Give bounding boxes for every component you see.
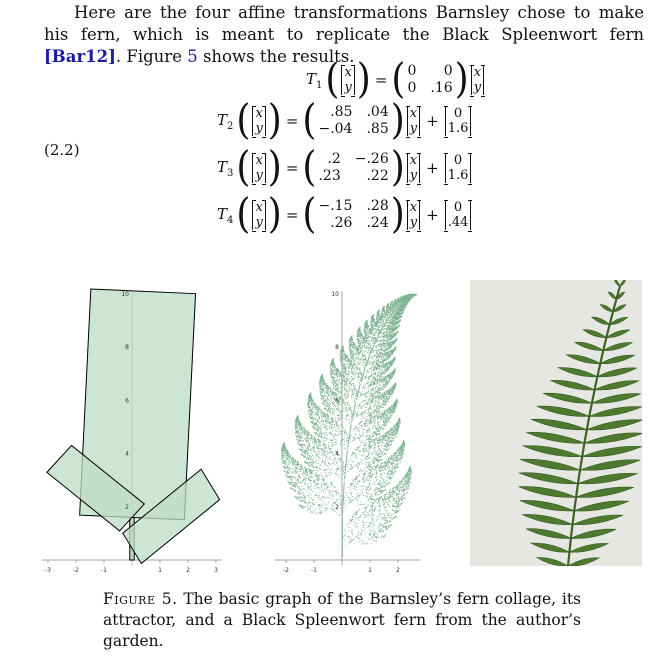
x-tick-label: 3 (214, 567, 218, 574)
y-tick-label: 6 (125, 397, 129, 405)
matrix: −.15 .28 .26 .24 (318, 198, 389, 231)
y-tick-label: 10 (331, 291, 339, 298)
transform-name: $T_3$ (217, 157, 234, 179)
x-tick-label: -2 (73, 567, 79, 574)
paren: ) (267, 96, 282, 144)
paren: ) (390, 143, 405, 191)
paren: ( (325, 55, 340, 103)
column-vector: x y (471, 65, 484, 95)
paren: ) (267, 190, 282, 238)
paren: ) (454, 55, 469, 103)
paren: ( (302, 143, 317, 191)
paren: ( (236, 190, 251, 238)
column-vector: 0 1.6 (445, 153, 472, 183)
x-tick-label: -1 (311, 567, 317, 574)
column-vector: x y (407, 200, 420, 230)
paren: ) (390, 96, 405, 144)
operator: = (285, 112, 299, 130)
transform-name: $T_1$ (306, 69, 323, 91)
column-vector: x y (252, 153, 265, 183)
paren: ) (356, 55, 371, 103)
y-tick-label: 10 (121, 291, 129, 298)
paren: ) (390, 190, 405, 238)
paragraph-text: Here are the four affine transformations Barnsley chose to make his fern, which is meant to replicate the Black Spleenwort fern (44, 3, 644, 44)
operator: + (426, 206, 439, 224)
y-tick-label: 8 (335, 344, 339, 352)
paren: ( (302, 96, 317, 144)
column-vector: 0 1.6 (445, 106, 472, 136)
fern-photo (470, 280, 642, 566)
x-tick-label: 2 (396, 567, 400, 574)
operator: = (285, 159, 299, 177)
figure-caption (103, 589, 581, 652)
column-vector: x y (252, 106, 265, 136)
y-tick-label: 6 (335, 397, 339, 405)
x-tick-label: 1 (368, 567, 372, 574)
x-tick-label: -3 (45, 567, 51, 574)
operator: + (426, 112, 439, 130)
y-tick-label: 4 (335, 450, 339, 458)
x-tick-label: 2 (186, 567, 190, 574)
paren: ( (236, 143, 251, 191)
collage-plot (32, 276, 232, 576)
transform-name: $T_2$ (217, 110, 234, 132)
operator: + (426, 159, 439, 177)
matrix: 0 0 0 .16 (407, 63, 453, 96)
transform-equation (217, 143, 473, 191)
transform-equation (306, 55, 486, 103)
paren: ) (267, 143, 282, 191)
equation-label: (2.2) (44, 141, 80, 159)
paren: ( (391, 55, 406, 103)
matrix: .2 −.26 .23 .22 (318, 151, 389, 184)
transform-name: $T_4$ (217, 204, 234, 226)
column-vector: x y (407, 153, 420, 183)
caption-text: The basic graph of the Barnsley’s fern collage, its attractor, and a Black Spleenwort fern from the author’s garden. (103, 590, 581, 650)
y-tick-label: 2 (125, 503, 129, 511)
column-vector: x y (341, 65, 354, 95)
y-tick-label: 2 (335, 503, 339, 511)
intro-paragraph (44, 2, 644, 68)
figure-reference-link[interactable]: 5 (187, 47, 198, 66)
y-tick-label: 8 (125, 344, 129, 352)
transform-equation (217, 190, 473, 238)
operator: = (374, 71, 388, 89)
column-vector: x y (252, 200, 265, 230)
attractor-plot (268, 276, 438, 576)
citation-link[interactable]: [Bar12] (44, 47, 116, 66)
operator: = (285, 206, 299, 224)
caption-label: Figure 5. (103, 590, 178, 608)
x-tick-label: 1 (158, 567, 162, 574)
transform-equation (217, 96, 473, 144)
paragraph-text-end: shows the results. (197, 47, 355, 66)
column-vector: x y (407, 106, 420, 136)
column-vector: 0 .44 (445, 200, 472, 230)
matrix: .85 .04 −.04 .85 (318, 104, 389, 137)
x-tick-label: -1 (101, 567, 107, 574)
paragraph-text-mid: . Figure (115, 47, 188, 66)
paren: ( (302, 190, 317, 238)
y-tick-label: 4 (125, 450, 129, 458)
x-tick-label: -2 (283, 567, 289, 574)
fern-attractor (281, 294, 417, 557)
paren: ( (236, 96, 251, 144)
